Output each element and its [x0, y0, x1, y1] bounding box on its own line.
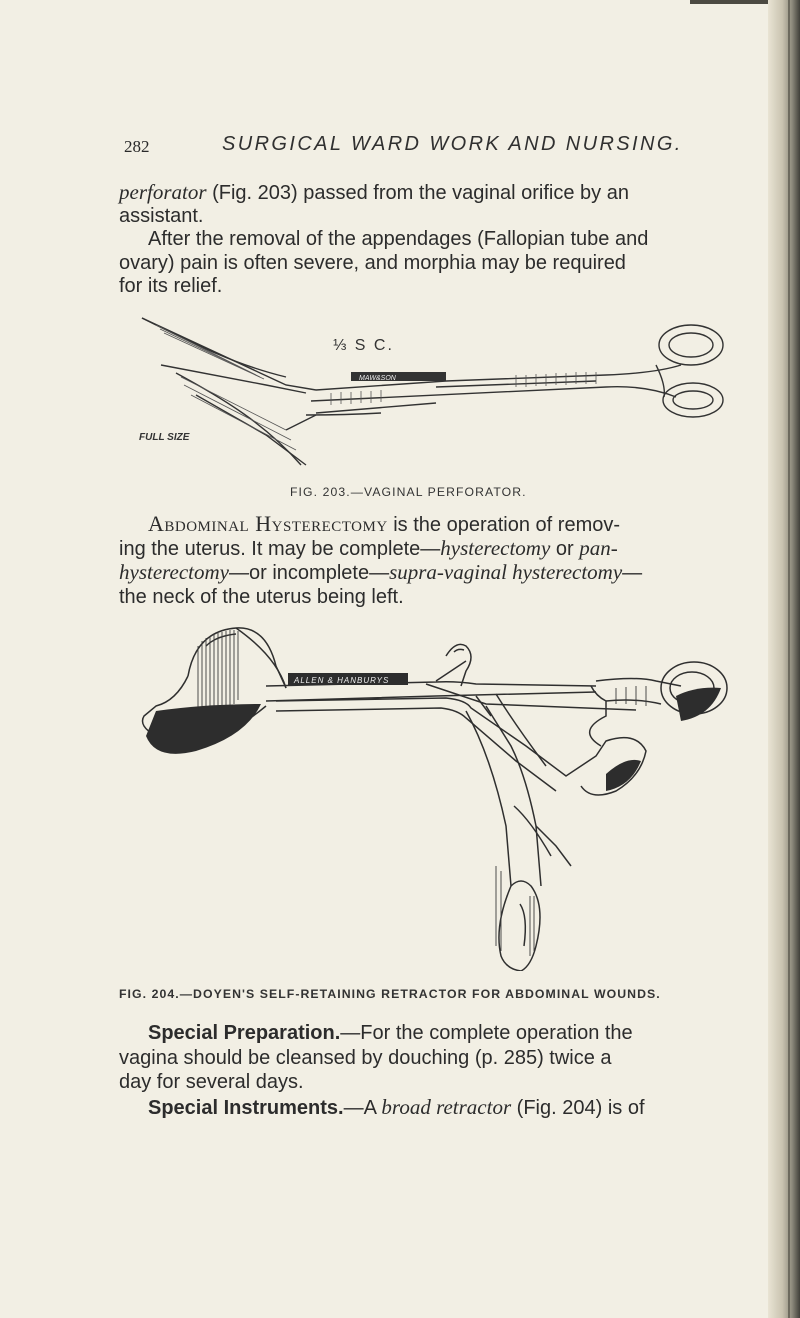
scale-label: ⅓ S C.	[333, 337, 394, 354]
text-line: —A	[343, 1096, 382, 1119]
maker-stamp-maw: MAW&SON	[359, 375, 396, 382]
text-line: the neck of the uterus being left.	[119, 585, 404, 608]
text-line: ovary) pain is often severe, and morphia may be required	[119, 251, 626, 274]
page-edge-line	[788, 0, 790, 1318]
full-size-label: FULL SIZE	[139, 432, 190, 443]
text-line: —For the complete operation the	[340, 1022, 633, 1044]
text-line: assistant.	[119, 204, 204, 227]
term-hysterectomy: hysterectomy	[119, 560, 230, 584]
text-line: (Fig. 203) passed from the vaginal orifice by an	[206, 182, 629, 204]
section-lead-abdominal-hysterectomy: Abdominal Hysterectomy	[148, 511, 388, 536]
text-line: for its relief.	[119, 275, 223, 297]
figure-doyen-retractor	[136, 626, 736, 971]
text-line: —	[622, 562, 643, 584]
section-lead-special-instruments: Special Instruments.	[148, 1096, 344, 1119]
term-supra-vaginal: supra-vaginal hysterectomy	[389, 560, 623, 584]
text-line: ing the uterus. It may be complete—	[119, 537, 441, 560]
paragraph-perforator	[119, 181, 727, 299]
section-lead-special-preparation: Special Preparation.	[148, 1022, 341, 1044]
figure-vaginal-perforator	[136, 315, 726, 480]
term-broad-retractor: broad retractor	[381, 1094, 512, 1119]
text-line: —or incomplete—	[229, 562, 390, 584]
paragraph-abdominal-hysterectomy	[119, 512, 727, 610]
term-hysterectomy: hysterectomy	[440, 535, 551, 560]
maker-stamp-allen-hanburys: ALLEN & HANBURYS	[294, 676, 390, 685]
running-header	[124, 133, 744, 163]
text-line: vagina should be cleansed by douching (p. 285) twice a	[119, 1046, 612, 1069]
text-line: is the operation of remov-	[387, 514, 621, 536]
figure-204-caption: FIG. 204.—DOYEN'S SELF-RETAINING RETRACTOR FOR ABDOMINAL WOUNDS.	[119, 987, 661, 1001]
text-line: (Fig. 204) is of	[511, 1096, 645, 1119]
text-line: day for several days.	[119, 1071, 304, 1093]
paragraph-special-preparation	[119, 1022, 727, 1120]
running-head-title: SURGICAL WARD WORK AND NURSING.	[222, 133, 683, 155]
term-perforator: perforator	[119, 180, 207, 204]
term-pan: pan-	[579, 535, 618, 560]
page-number: 282	[124, 137, 150, 156]
text-line: or	[550, 537, 580, 560]
figure-203-caption: FIG. 203.—VAGINAL PERFORATOR.	[290, 485, 527, 499]
text-line: After the removal of the appendages (Fallopian tube and	[148, 228, 649, 250]
page-spine-edge	[768, 0, 800, 1318]
